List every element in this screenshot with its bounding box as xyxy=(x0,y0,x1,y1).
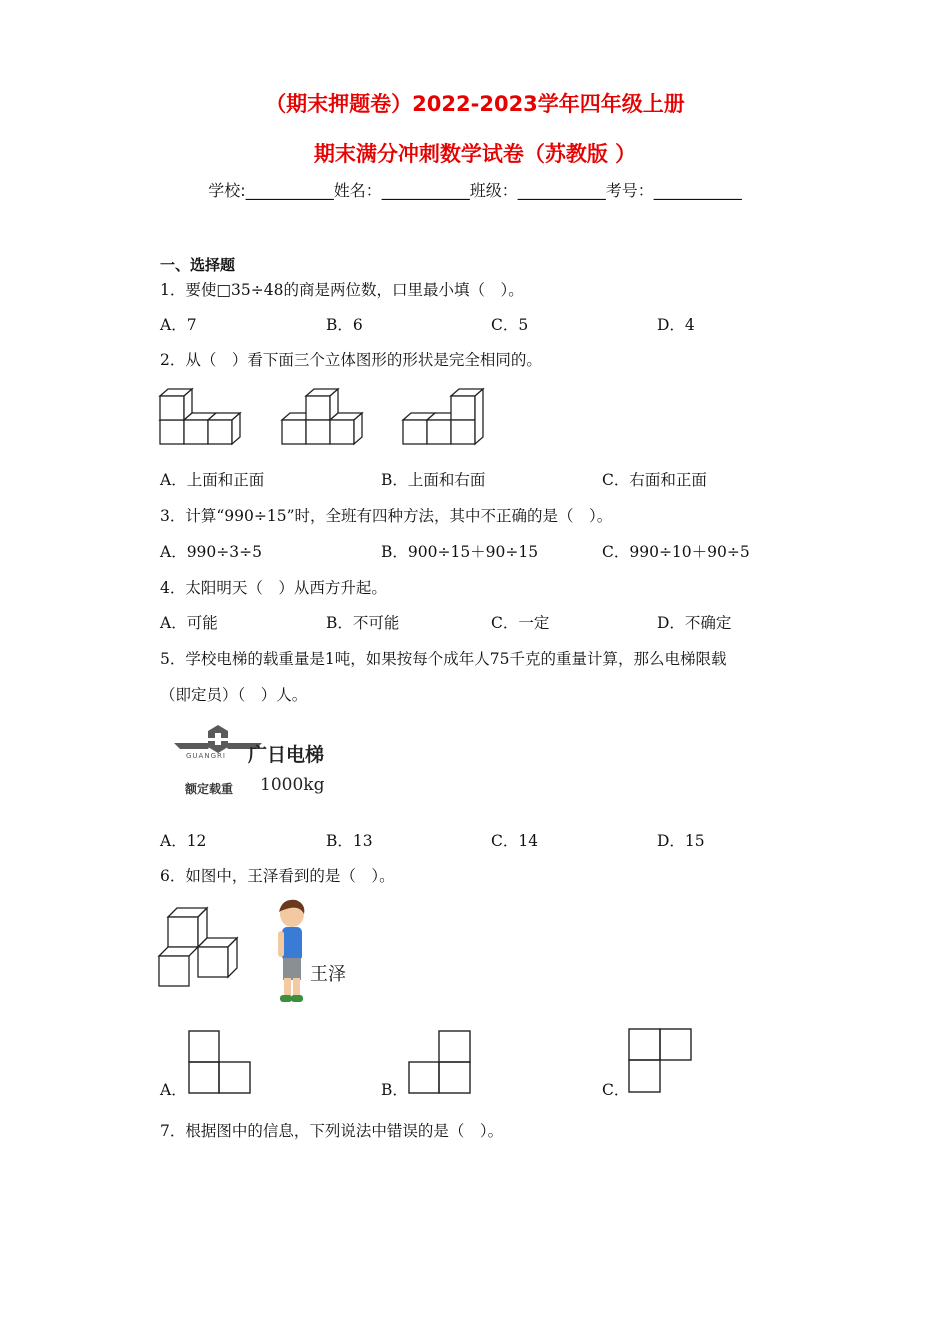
q6-option-a-view[interactable] xyxy=(188,1030,252,1094)
q1-option-c[interactable]: C．5 xyxy=(491,316,529,334)
q2-option-b[interactable]: B．上面和右面 xyxy=(381,471,486,489)
q3-option-b[interactable]: B．900÷15＋90÷15 xyxy=(381,543,539,561)
q2-option-a[interactable]: A．上面和正面 xyxy=(160,471,265,489)
question-5-stem-cont: （即定员）（ ）人。 xyxy=(160,686,308,704)
q6-option-a[interactable]: A． xyxy=(160,1081,187,1099)
boy-figure-icon xyxy=(270,898,310,1006)
q4-option-c[interactable]: C．一定 xyxy=(491,614,550,632)
q1-option-a[interactable]: A．7 xyxy=(160,316,197,334)
cube-figure-3 xyxy=(403,389,483,444)
q6-option-b[interactable]: B． xyxy=(381,1081,408,1099)
q1-option-d[interactable]: D．4 xyxy=(657,316,695,334)
q6-option-b-view[interactable] xyxy=(408,1030,472,1094)
guangri-logo-text: GUANGRI xyxy=(186,752,226,760)
q5-option-b[interactable]: B．13 xyxy=(326,832,373,850)
elevator-load-label: 额定载重 xyxy=(185,782,234,796)
question-2-stem: 2．从（ ）看下面三个立体图形的形状是完全相同的。 xyxy=(160,351,542,369)
title-line-1: （期末押题卷）2022-2023学年四年级上册 xyxy=(265,92,685,116)
q6-cube-figure xyxy=(155,905,245,990)
title-line-2: 期末满分冲刺数学试卷（苏教版 ） xyxy=(313,142,637,166)
section-title: 一、选择题 xyxy=(160,256,236,274)
q5-option-d[interactable]: D．15 xyxy=(657,832,705,850)
q4-option-b[interactable]: B．不可能 xyxy=(326,614,400,632)
q3-option-a[interactable]: A．990÷3÷5 xyxy=(160,543,262,561)
q3-option-c[interactable]: C．990÷10＋90÷5 xyxy=(602,543,750,561)
person-label: 王泽 xyxy=(310,964,346,985)
q4-option-a[interactable]: A．可能 xyxy=(160,614,218,632)
q5-option-c[interactable]: C．14 xyxy=(491,832,539,850)
cube-figure-2 xyxy=(282,389,362,444)
question-7-stem: 7．根据图中的信息，下列说法中错误的是（ ）。 xyxy=(160,1122,504,1140)
cube-figure-1 xyxy=(160,389,240,444)
q6-option-c-view[interactable] xyxy=(628,1028,694,1094)
question-4-stem: 4．太阳明天（ ）从西方升起。 xyxy=(160,579,387,597)
elevator-brand: 广日电梯 xyxy=(248,744,325,766)
elevator-load-value: 1000kg xyxy=(260,775,325,795)
question-6-stem: 6．如图中，王泽看到的是（ ）。 xyxy=(160,867,395,885)
q2-cube-figures xyxy=(155,385,495,450)
q5-option-a[interactable]: A．12 xyxy=(160,832,207,850)
q6-option-c[interactable]: C． xyxy=(602,1081,630,1099)
question-5-stem: 5．学校电梯的载重量是1吨，如果按每个成年人75千克的重量计算，那么电梯限载 xyxy=(160,650,727,668)
question-1-stem: 1．要使□35÷48的商是两位数，口里最小填（ ）。 xyxy=(160,281,524,299)
q1-option-b[interactable]: B．6 xyxy=(326,316,363,334)
student-info-line: 学校:___________姓名：___________班级：___________考号：___________ xyxy=(208,181,742,200)
question-3-stem: 3．计算“990÷15”时，全班有四种方法，其中不正确的是（ ）。 xyxy=(160,507,613,525)
q2-option-c[interactable]: C．右面和正面 xyxy=(602,471,707,489)
q4-option-d[interactable]: D．不确定 xyxy=(657,614,732,632)
